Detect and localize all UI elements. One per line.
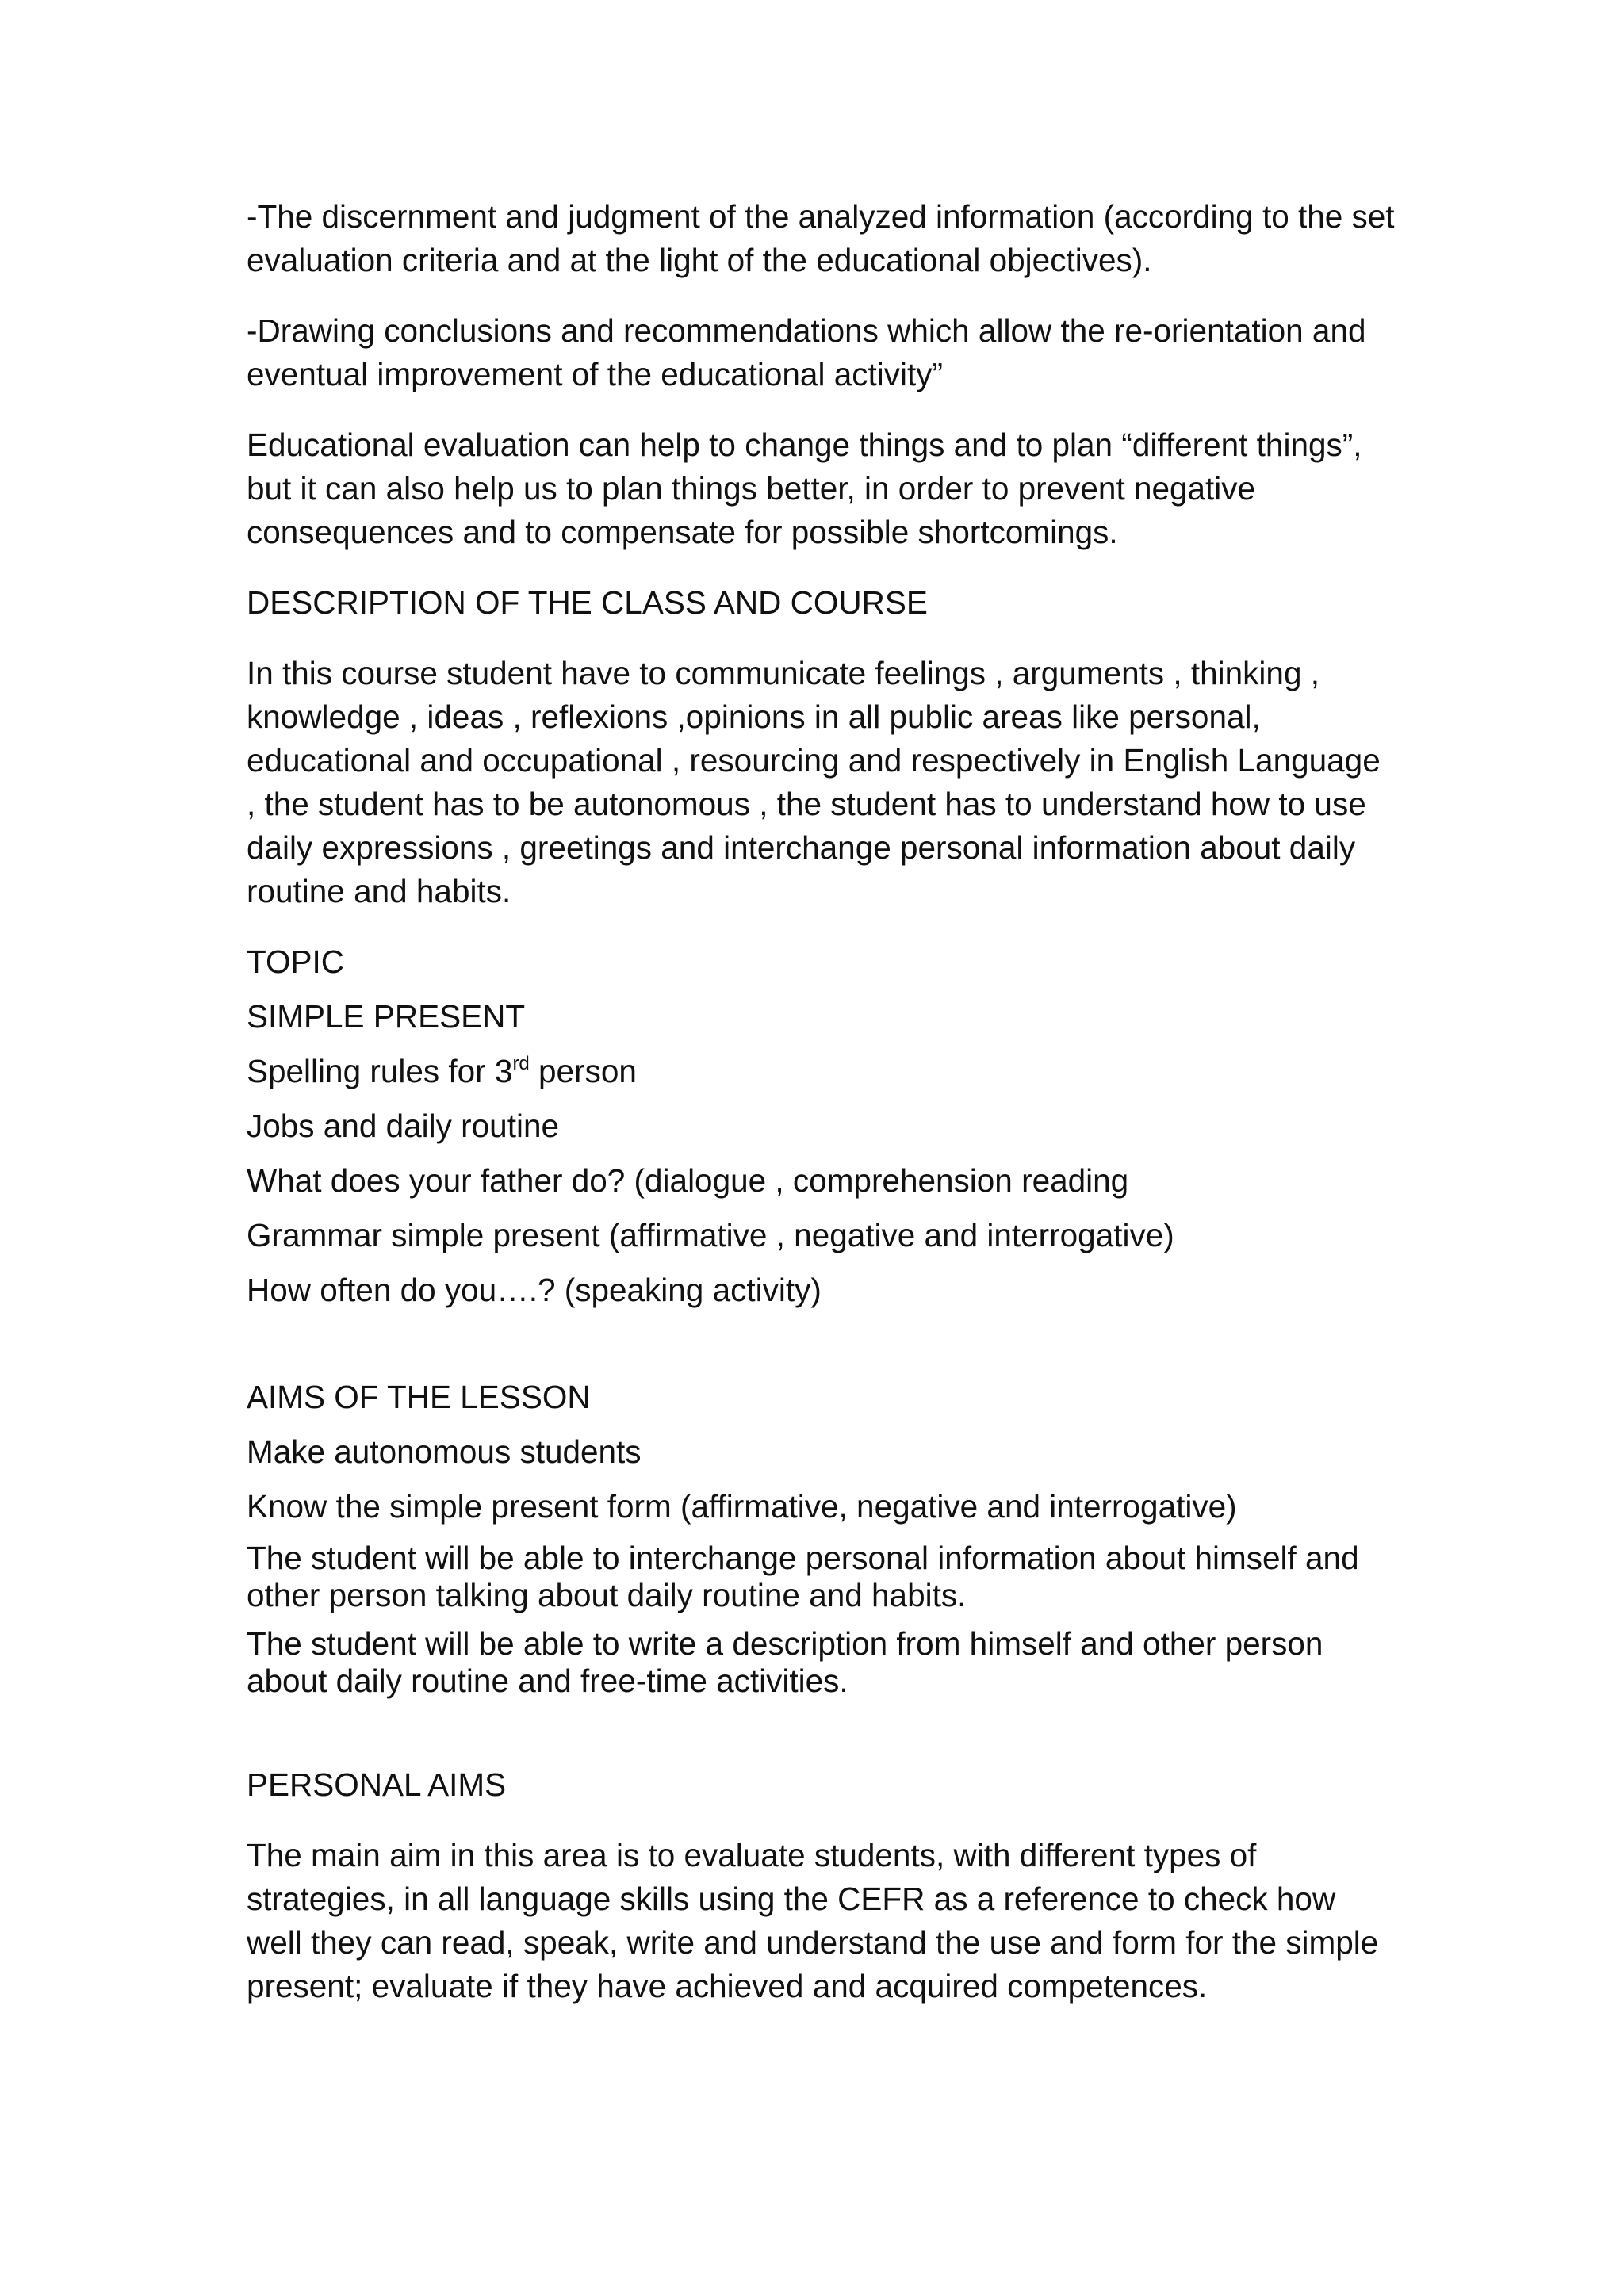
topic-simple-present: SIMPLE PRESENT (247, 998, 526, 1035)
topic-father-dialogue: What does your father do? (dialogue , comprehension reading (247, 1162, 1129, 1199)
topic-grammar: Grammar simple present (affirmative , negative and interrogative) (247, 1217, 1174, 1253)
criteria-paragraph: -The discernment and judgment of the analyzed information (according to the set evaluation criteria and at the light of the educational objectives). (247, 198, 1395, 278)
evaluation-paragraph: Educational evaluation can help to change things and to plan “different things”, but it can also help us to plan things better, in order to prevent negative consequences and to compensate for possible shortcomings. (247, 427, 1362, 550)
aim-item: The student will be able to write a description from himself and other person about daily routine and free-time activities. (247, 1625, 1323, 1699)
description-heading: DESCRIPTION OF THE CLASS AND COURSE (247, 584, 928, 621)
personal-aims-heading: PERSONAL AIMS (247, 1766, 507, 1803)
aim-item: Know the simple present form (affirmative, negative and interrogative) (247, 1488, 1237, 1525)
topic-how-often: How often do you….? (speaking activity) (247, 1272, 822, 1308)
spelling-rules-text: Spelling rules for 3 (247, 1053, 513, 1089)
aim-item: The student will be able to interchange personal information about himself and other person talking about daily routine and habits. (247, 1540, 1359, 1613)
topic-heading: TOPIC (247, 943, 345, 980)
personal-aims-paragraph: The main aim in this area is to evaluate students, with different types of strategies, in all language skills using the CEFR as a reference to check how well they can read, speak, write and understand the use and form for the simple present; evaluate if they have achieved and acquired competences. (247, 1837, 1379, 2004)
aim-item: Make autonomous students (247, 1433, 642, 1470)
conclusions-paragraph: -Drawing conclusions and recommendations which allow the re-orientation and eventual improvement of the educational activity” (247, 312, 1366, 392)
document-page (247, 195, 1396, 2008)
aims-heading: AIMS OF THE LESSON (247, 1379, 591, 1415)
ordinal-superscript: rd (512, 1052, 530, 1074)
topic-spelling-rules (247, 1050, 1396, 1093)
description-paragraph: In this course student have to communicate feelings , arguments , thinking , knowledge , ideas , reflexions ,opinions in all public areas like personal, educational and occupational , resourcing and respectively in English Language , the student has to be autonomous , the student has to understand how to use daily expressions , greetings and interchange personal information about daily routine and habits. (247, 655, 1381, 909)
spelling-rules-suffix: person (529, 1053, 637, 1089)
topic-jobs: Jobs and daily routine (247, 1108, 560, 1144)
